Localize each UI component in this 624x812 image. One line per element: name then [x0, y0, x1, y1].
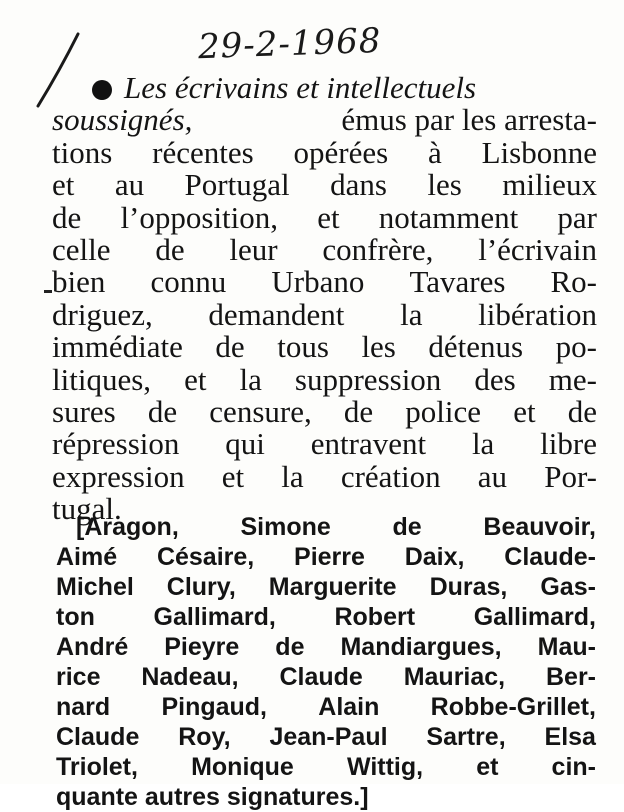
- signatures-block: [56, 512, 596, 812]
- signature-line: quante autres signatures.]: [56, 783, 369, 811]
- paragraph-line: et au Portugal dans les milieux: [52, 167, 597, 203]
- signature-line: rice Nadeau, Claude Mauriac, Ber-: [56, 663, 596, 691]
- paragraph-line: [52, 104, 597, 136]
- signature-line: nard Pingaud, Alain Robbe-Grillet,: [56, 693, 596, 721]
- article-paragraph: [52, 72, 597, 525]
- paragraph-line: litiques, et la suppression des me-: [52, 361, 597, 397]
- paragraph-line: immédiate de tous les détenus po-: [52, 329, 597, 365]
- paragraph-line: bien connu Urbano Tavares Ro-: [52, 264, 597, 300]
- paragraph-line: expression et la création au Por-: [52, 458, 597, 494]
- margin-tick-mark: [44, 290, 52, 293]
- signature-lines: [56, 512, 596, 812]
- paragraph-line: tugal.: [52, 491, 122, 527]
- paragraph-line-text: émus par les arresta-: [341, 102, 597, 138]
- paragraph-lead-text: Les écrivains et intellectuels: [124, 70, 477, 105]
- bullet-icon: [92, 80, 112, 100]
- signature-line: André Pieyre de Mandiargues, Mau-: [56, 633, 596, 661]
- signature-line: Claude Roy, Jean-Paul Sartre, Elsa: [56, 723, 596, 751]
- signature-line: ton Gallimard, Robert Gallimard,: [56, 603, 596, 631]
- signature-line: [Aragon, Simone de Beauvoir,: [76, 513, 596, 541]
- paragraph-line: de l’opposition, et notamment par: [52, 199, 597, 235]
- paragraph-line: tions récentes opérées à Lisbonne: [52, 134, 597, 170]
- paragraph-line: répression qui entravent la libre: [52, 426, 597, 462]
- paragraph-line: sures de censure, de police et de: [52, 393, 597, 429]
- paragraph-line-italic: soussignés,: [52, 102, 193, 138]
- signature-line: Aimé Césaire, Pierre Daix, Claude-: [56, 543, 596, 571]
- paragraph-line: celle de leur confrère, l’écrivain: [52, 231, 597, 267]
- signature-line: Triolet, Monique Wittig, et cin-: [56, 753, 596, 781]
- signature-line: Michel Clury, Marguerite Duras, Gas-: [56, 573, 596, 601]
- handwritten-date: 29-2-1968: [197, 20, 383, 68]
- paragraph-line: driguez, demandent la libération: [52, 296, 597, 332]
- paragraph-line-lead: [52, 72, 597, 104]
